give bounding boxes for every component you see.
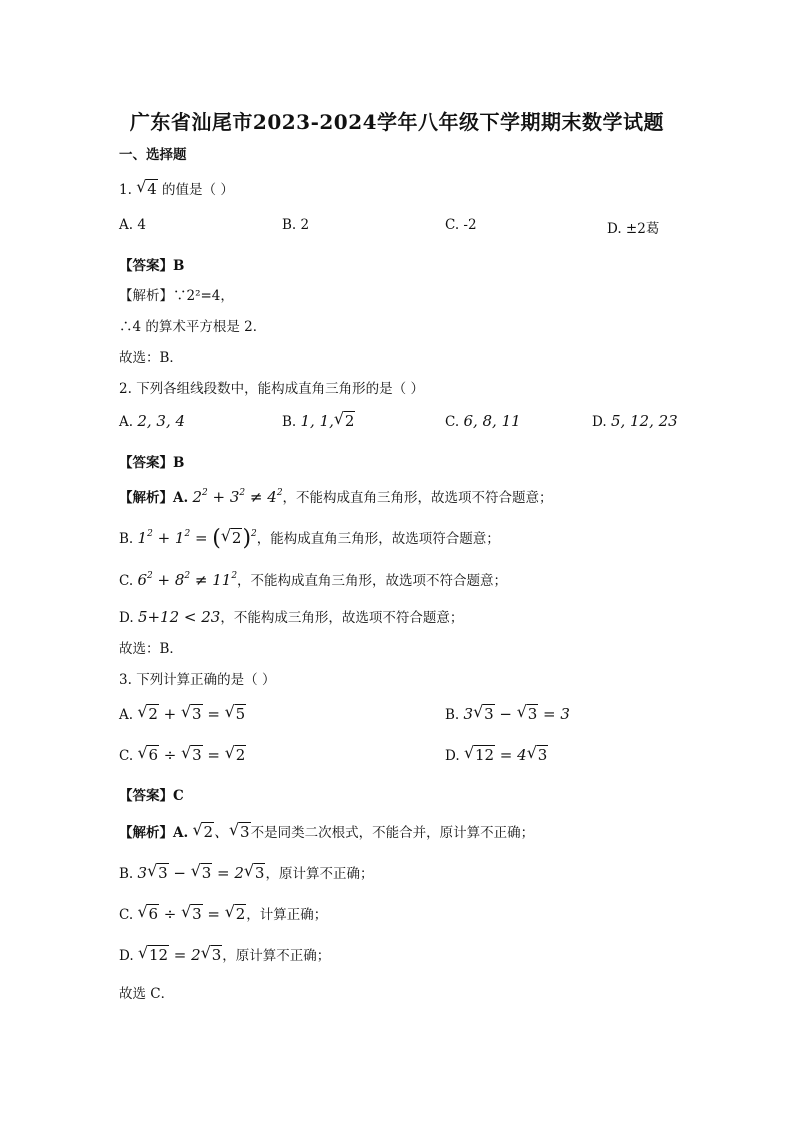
- explanation-prefix: D.: [119, 610, 134, 626]
- explanation-prefix: 【解析】A.: [119, 825, 189, 841]
- question-text: 下列计算正确的是（ ）: [136, 672, 276, 688]
- option-label: B.: [445, 707, 460, 723]
- explanation-line: [119, 606, 463, 626]
- explanation-line: ∴4 的算术平方根是 2．: [119, 319, 267, 335]
- option-value: 2, 3, 4: [137, 412, 186, 430]
- explanation-text: 不是同类二次根式，不能合并，原计算不正确；: [250, 825, 535, 841]
- math-expression: √ 6 ÷ √ 3 = √ 2: [137, 746, 246, 764]
- question-1-stem: [119, 178, 234, 198]
- choice-line: 故选 C．: [119, 986, 175, 1002]
- math-expression: 3√ 3 − √ 3 = 2√ 3: [138, 864, 266, 882]
- math-expression: √ 12 = 4√ 3: [464, 746, 548, 764]
- option-label: B.: [282, 414, 297, 430]
- option-c: [119, 746, 246, 764]
- option-label: D.: [445, 748, 460, 764]
- explanation-prefix: C.: [119, 907, 134, 923]
- answer-label: 【答案】B: [119, 258, 185, 274]
- explanation-line: [119, 903, 327, 923]
- choice-line: 故选：B．: [119, 350, 183, 366]
- option-value: 1, 1,: [300, 412, 334, 430]
- option-value: 5, 12, 23: [610, 412, 678, 430]
- option-d: [592, 412, 678, 430]
- option-b: B. 2: [282, 217, 310, 233]
- explanation-text: ，原计算不正确；: [222, 948, 331, 964]
- option-a: A. 4: [119, 217, 146, 233]
- explanation-prefix: B.: [119, 531, 134, 547]
- question-number: 2.: [119, 381, 132, 397]
- explanation-line: [119, 862, 373, 882]
- answer-label: 【答案】C: [119, 788, 184, 804]
- explanation-prefix: 【解析】A.: [119, 490, 189, 506]
- question-text: 的值是（ ）: [162, 182, 234, 198]
- explanation-prefix: B.: [119, 866, 134, 882]
- option-value: 6, 8, 11: [463, 412, 521, 430]
- math-expression: √ 2、√ 3: [192, 823, 250, 841]
- explanation-line: [119, 569, 507, 589]
- explanation-text: ，原计算不正确；: [265, 866, 374, 882]
- explanation-line: [119, 526, 500, 551]
- explanation-line: 【解析】∵2²=4，: [119, 288, 234, 304]
- option-a: [119, 412, 185, 430]
- explanation-text: ，能构成直角三角形，故选项符合题意；: [256, 531, 500, 547]
- explanation-text: ，不能构成直角三角形，故选项不符合题意；: [237, 573, 508, 589]
- math-expression: 3√ 3 − √ 3 = 3: [464, 705, 570, 723]
- option-label: A.: [119, 414, 134, 430]
- question-number: 3.: [119, 672, 132, 688]
- explanation-line: [119, 944, 330, 964]
- option-label: D.: [592, 414, 607, 430]
- question-number: 1.: [119, 182, 132, 198]
- option-c: C. -2: [445, 217, 477, 233]
- math-expression: √ 4: [136, 180, 158, 198]
- explanation-text: ，计算正确；: [246, 907, 328, 923]
- answer-label: 【答案】B: [119, 455, 185, 471]
- question-text: 下列各组线段数中，能构成直角三角形的是（ ）: [136, 381, 424, 397]
- question-2-stem: [119, 377, 424, 397]
- option-label: A.: [119, 707, 134, 723]
- question-3-stem: [119, 668, 275, 688]
- explanation-line: [119, 486, 553, 506]
- choice-line: 故选：B．: [119, 641, 183, 657]
- option-label: C.: [445, 414, 460, 430]
- math-expression: 5+12 < 23: [137, 608, 221, 626]
- explanation-line: [119, 821, 534, 842]
- math-expression: $6^2 + 8^2 \ne 11^2$: [137, 571, 238, 589]
- math-expression: $1^2 + 1^2$ = (√ 2)$^2$: [138, 529, 257, 547]
- explanation-text: ，不能构成直角三角形，故选项不符合题意；: [282, 490, 553, 506]
- option-a: [119, 705, 246, 723]
- option-d: D. ±2葛: [607, 221, 660, 237]
- explanation-prefix: C.: [119, 573, 134, 589]
- page-title: 广东省汕尾市2023-2024学年八年级下学期期末数学试题: [129, 110, 665, 134]
- option-b: [445, 705, 570, 723]
- math-expression: √ 12 = 2√ 3: [138, 946, 222, 964]
- option-b: B. 1, 1,√ 2: [282, 412, 355, 430]
- option-label: C.: [119, 748, 134, 764]
- section-heading: 一、选择题: [119, 147, 187, 163]
- math-expression: $2^2 + 3^2 \ne 4^2$: [192, 488, 283, 506]
- explanation-prefix: D.: [119, 948, 134, 964]
- option-d: [445, 746, 548, 764]
- explanation-text: ，不能构成三角形，故选项不符合题意；: [220, 610, 464, 626]
- math-expression: √ 2 + √ 3 = √ 5: [137, 705, 246, 723]
- option-c: [445, 412, 521, 430]
- math-expression: √ 6 ÷ √ 3 = √ 2: [137, 905, 246, 923]
